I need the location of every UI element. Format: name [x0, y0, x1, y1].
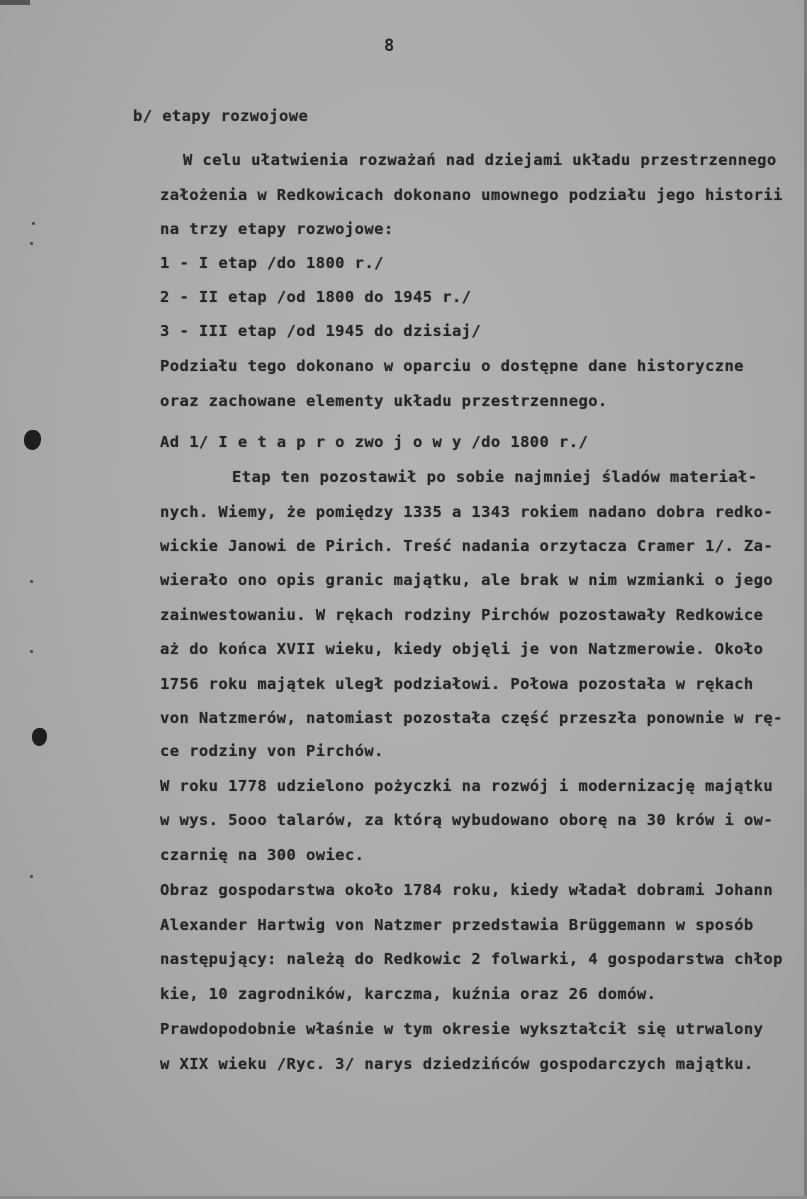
- text-line: 1 - I etap /do 1800 r./: [160, 254, 384, 272]
- page-number: 8: [384, 36, 395, 56]
- text-line: W celu ułatwienia rozważań nad dziejami układu przestrzennego: [183, 151, 777, 169]
- text-line: wickie Janowi de Pirich. Treść nadania orzytacza Cramer 1/. Za-: [160, 537, 774, 555]
- text-line: w wys. 5ooo talarów, za którą wybudowano oborę na 30 krów i ow-: [160, 811, 774, 829]
- text-line: W roku 1778 udzielono pożyczki na rozwój i modernizację majątku: [160, 777, 774, 795]
- text-line: następujący: należą do Redkowic 2 folwarki, 4 gospodarstwa chłop: [160, 950, 783, 968]
- text-line: ce rodziny von Pirchów.: [160, 742, 384, 760]
- text-line: Obraz gospodarstwa około 1784 roku, kiedy władał dobrami Johann: [160, 881, 774, 899]
- text-line: Alexander Hartwig von Natzmer przedstawia Brüggemann w sposób: [160, 916, 754, 934]
- text-line: Podziału tego dokonano w oparciu o dostępne dane historyczne: [160, 357, 744, 375]
- punch-hole-bottom: [32, 728, 47, 746]
- text-line: zainwestowaniu. W rękach rodziny Pirchów pozostawały Redkowice: [160, 606, 764, 624]
- punch-hole-top: [24, 430, 41, 450]
- text-line: aż do końca XVII wieku, kiedy objęli je von Natzmerowie. Około: [160, 640, 764, 658]
- text-line: 1756 roku majątek uległ podziałowi. Połowa pozostała w rękach: [160, 675, 754, 693]
- text-line: Etap ten pozostawił po sobie najmniej śladów materiał-: [232, 468, 758, 486]
- text-line: czarnię na 300 owiec.: [160, 846, 365, 864]
- text-line: w XIX wieku /Ryc. 3/ narys dziedzińców gospodarczych majątku.: [160, 1055, 754, 1073]
- text-line: Prawdopodobnie właśnie w tym okresie wykształcił się utrwalony: [160, 1020, 764, 1038]
- text-line: von Natzmerów, natomiast pozostała część przeszła ponownie w rę-: [160, 709, 783, 727]
- scan-edge-top: [0, 0, 30, 5]
- section-heading: b/ etapy rozwojowe: [133, 107, 309, 125]
- scan-speck: [32, 222, 35, 225]
- text-line: założenia w Redkowicach dokonano umownego podziału jego historii: [160, 186, 783, 204]
- text-line: oraz zachowane elementy układu przestrzennego.: [160, 392, 608, 410]
- scan-speck: [30, 650, 33, 653]
- text-line: 2 - II etap /od 1800 do 1945 r./: [160, 288, 472, 306]
- text-line: nych. Wiemy, że pomiędzy 1335 a 1343 rokiem nadano dobra redko-: [160, 503, 774, 521]
- text-line: kie, 10 zagrodników, karczma, kuźnia oraz 26 domów.: [160, 985, 657, 1003]
- scan-speck: [30, 242, 33, 245]
- subsection-heading: Ad 1/ I e t a p r o zwo j o w y /do 1800 r./: [160, 433, 589, 451]
- scan-speck: [30, 875, 33, 878]
- text-line: wierało ono opis granic majątku, ale brak w nim wzmianki o jego: [160, 571, 774, 589]
- text-line: na trzy etapy rozwojowe:: [160, 220, 394, 238]
- text-line: 3 - III etap /od 1945 do dzisiaj/: [160, 322, 482, 340]
- scan-speck: [30, 580, 33, 583]
